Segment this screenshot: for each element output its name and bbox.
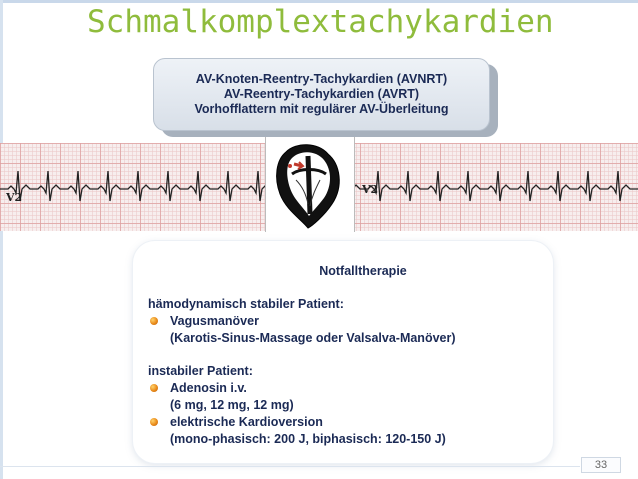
heart-image xyxy=(265,134,355,232)
left-strip xyxy=(0,0,3,479)
footer-line xyxy=(0,466,580,467)
therapy-content xyxy=(148,263,548,448)
unstable-item-kardioversion: elektrische Kardioversion xyxy=(148,414,548,431)
unstable-label: instabiler Patient: xyxy=(148,364,253,378)
ecg-lead-label-left: V2 xyxy=(6,191,23,204)
unstable-item-kardioversion-detail: (mono-phasisch: 200 J, biphasisch: 120-150 J) xyxy=(170,432,446,446)
summary-line-avrt: AV-Reentry-Tachykardien (AVRT) xyxy=(223,87,420,101)
heart-diagram-icon xyxy=(266,134,354,232)
page-number: 33 xyxy=(581,457,621,473)
top-rule xyxy=(0,0,638,3)
therapy-heading: Notfalltherapie xyxy=(319,264,407,278)
summary-box xyxy=(153,58,490,131)
unstable-item-adenosin-detail: (6 mg, 12 mg, 12 mg) xyxy=(170,398,294,412)
summary-line-avnrt: AV-Knoten-Reentry-Tachykardien (AVNRT) xyxy=(195,72,448,86)
stable-item-vagus: Vagusmanöver xyxy=(148,313,548,330)
unstable-item-adenosin: Adenosin i.v. xyxy=(148,380,548,397)
stable-label: hämodynamisch stabiler Patient: xyxy=(148,297,344,311)
slide-title: Schmalkomplextachykardien xyxy=(87,4,554,40)
ecg-lead-label-right: V2 xyxy=(362,183,379,196)
stable-item-vagus-detail: (Karotis-Sinus-Massage oder Valsalva-Manöver) xyxy=(170,331,456,345)
summary-line-vorhofflattern: Vorhofflattern mit regulärer AV-Überleitung xyxy=(194,102,449,116)
